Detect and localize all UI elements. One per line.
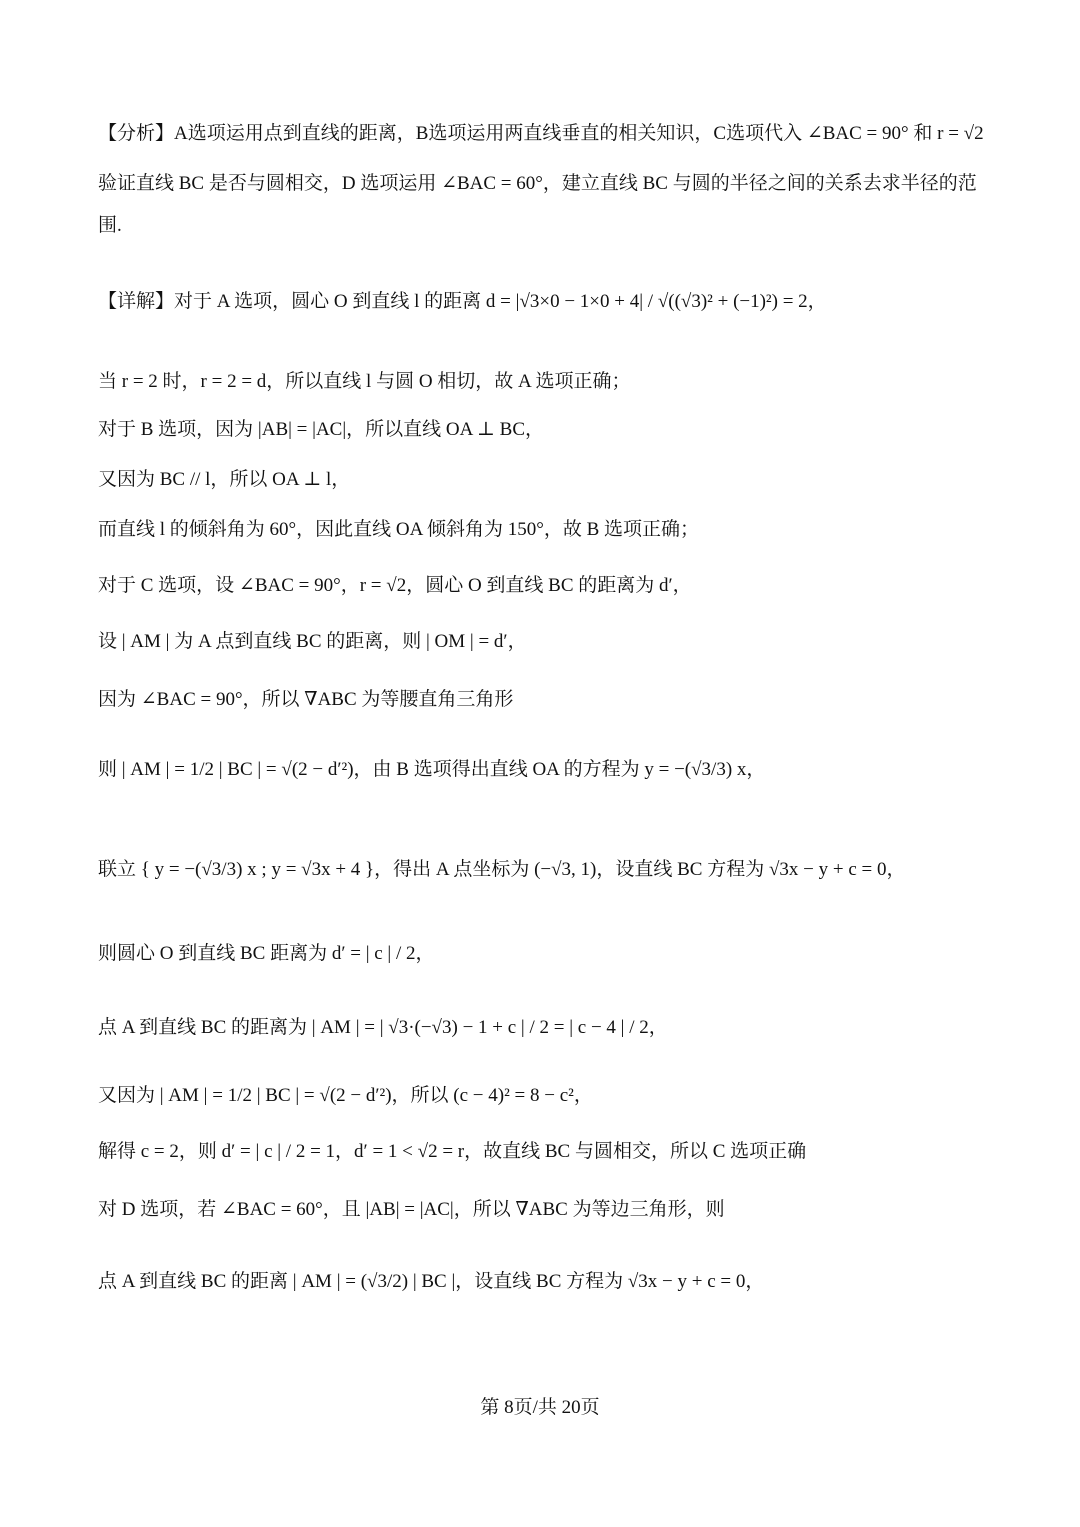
detail-line-15: 对 D 选项，若 ∠BAC = 60°，且 |AB| = |AC|，所以 ∇ABC 为等边三角形，则 bbox=[98, 1199, 725, 1220]
detail-line-12: 点 A 到直线 BC 的距离为 | AM | = | √3·(−√3) − 1 + c | / 2 = | c − 4 | / 2， bbox=[98, 1017, 668, 1038]
detail-line-1: 【详解】对于 A 选项，圆心 O 到直线 l 的距离 d = |√3×0 − 1×0 + 4| / √((√3)² + (−1)²) = 2， bbox=[98, 291, 827, 312]
detail-line-10: 联立 { y = −(√3/3) x ; y = √3x + 4 }，得出 A 点坐标为 (−√3, 1)，设直线 BC 方程为 √3x − y + c = 0， bbox=[98, 859, 906, 880]
detail-line-13: 又因为 | AM | = 1/2 | BC | = √(2 − d′²)，所以 (c − 4)² = 8 − c²， bbox=[98, 1085, 593, 1106]
detail-line-6: 对于 C 选项，设 ∠BAC = 90°，r = √2，圆心 O 到直线 BC 的距离为 d′， bbox=[98, 575, 692, 596]
detail-line-14: 解得 c = 2，则 d′ = | c | / 2 = 1，d′ = 1 < √2 = r，故直线 BC 与圆相交，所以 C 选项正确 bbox=[98, 1141, 807, 1162]
detail-line-11: 则圆心 O 到直线 BC 距离为 d′ = | c | / 2， bbox=[98, 943, 435, 964]
detail-line-8: 因为 ∠BAC = 90°，所以 ∇ABC 为等腰直角三角形 bbox=[98, 689, 514, 710]
detail-line-16: 点 A 到直线 BC 的距离 | AM | = (√3/2) | BC |，设直线 BC 方程为 √3x − y + c = 0， bbox=[98, 1271, 765, 1292]
analysis-line-3: 围. bbox=[98, 215, 122, 236]
analysis-line-2: 验证直线 BC 是否与圆相交，D 选项运用 ∠BAC = 60°，建立直线 BC 与圆的半径之间的关系去求半径的范 bbox=[98, 173, 977, 194]
detail-line-7: 设 | AM | 为 A 点到直线 BC 的距离，则 | OM | = d′， bbox=[98, 631, 527, 652]
detail-line-9: 则 | AM | = 1/2 | BC | = √(2 − d′²)，由 B 选项得出直线 OA 的方程为 y = −(√3/3) x， bbox=[98, 759, 766, 780]
page-footer: 第 8页/共 20页 bbox=[480, 1397, 600, 1418]
detail-line-3: 对于 B 选项，因为 |AB| = |AC|，所以直线 OA ⊥ BC， bbox=[98, 419, 544, 440]
detail-line-2: 当 r = 2 时，r = 2 = d，所以直线 l 与圆 O 相切，故 A 选项正确； bbox=[98, 371, 631, 392]
analysis-line-1: 【分析】A选项运用点到直线的距离，B选项运用两直线垂直的相关知识，C选项代入 ∠BAC = 90° 和 r = √2 bbox=[98, 123, 984, 144]
detail-line-5: 而直线 l 的倾斜角为 60°，因此直线 OA 倾斜角为 150°，故 B 选项正确； bbox=[98, 519, 700, 540]
detail-line-4: 又因为 BC // l，所以 OA ⊥ l， bbox=[98, 469, 351, 490]
